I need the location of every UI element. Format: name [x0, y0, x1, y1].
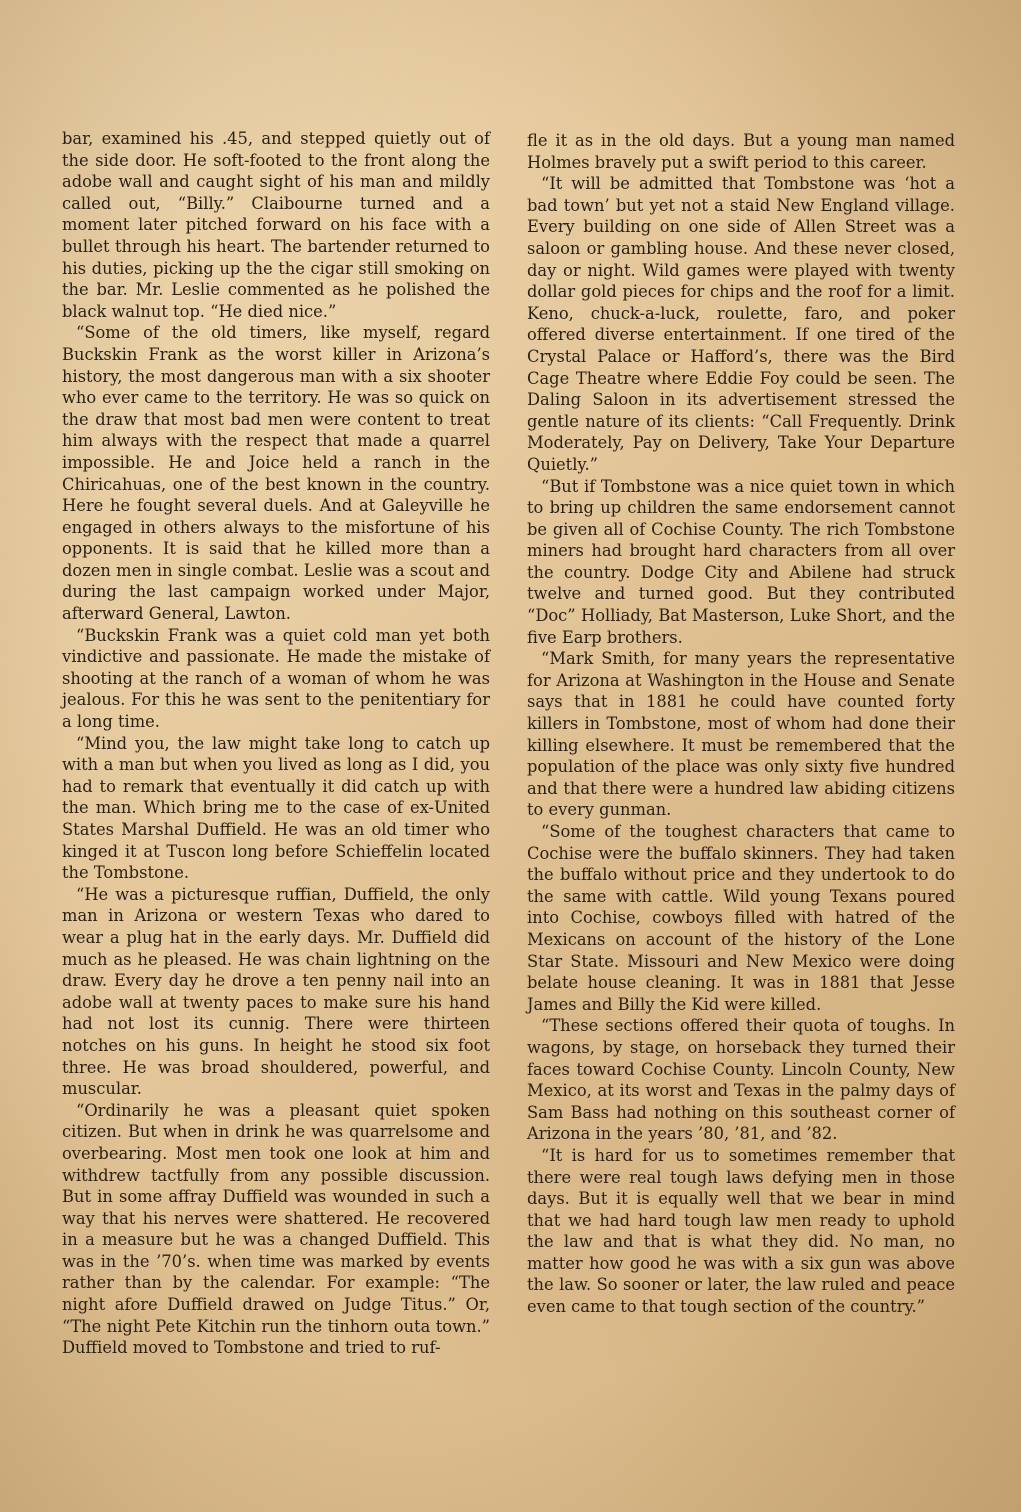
paragraph: “Some of the old timers, like myself, regard Buckskin Frank as the worst killer in Arizona’s history, the most dangerous man with a six shooter who ever came to the territory. He was so quick on the draw that most bad men were content to treat him always with the respect that made a quarrel impossible. He and Joice held a ranch in the Chiricahuas, one of the best known in the country. Here he fought several duels. And at Galeyville he engaged in others always to the misfortune of his opponents. It is said that he killed more than a dozen men in single combat. Leslie was a scout and during the last campaign worked under Major, afterward General, Lawton. — [62, 323, 490, 624]
paragraph: “Mark Smith, for many years the representative for Arizona at Washington in the House and Senate says that in 1881 he could have counted forty killers in Tombstone, most of whom had done their killing elsewhere. It must be remembered that the population of the place was only sixty five hundred and that there were a hundred law abiding citizens to every gunman. — [527, 649, 955, 820]
paragraph: “Buckskin Frank was a quiet cold man yet both vindictive and passionate. He made the mistake of shooting at the ranch of a woman of whom he was jealous. For this he was sent to the penitentiary for a long time. — [62, 625, 490, 732]
paragraph: “Ordinarily he was a pleasant quiet spoken citizen. But when in drink he was quarrelsome and overbearing. Most men took one look at him and withdrew tactfully from any possible discussion. But in some affray Duffield was wounded in such a way that his nerves were shattered. He recovered in a measure but he was a changed Duffield. This was in the ’70’s. when time was marked by events rather than by the calendar. For example: “The night afore Duffield drawed on Judge Titus.” Or, “The night Pete Kitchin run the tinhorn outa town.” Duffield moved to Tombstone and tried to ruf- — [62, 1100, 490, 1358]
paragraph: “It is hard for us to sometimes remember that there were real tough laws defying men in those days. But it is equally well that we bear in mind that we had hard tough law men ready to uphold the law and that is what they did. No man, no matter how good he was with a six gun was above the law. So sooner or later, the law ruled and peace even came to that tough section of the country.” — [527, 1145, 955, 1317]
paragraph: bar, examined his .45, and stepped quietly out of the side door. He soft-footed to the front along the adobe wall and caught sight of his man and mildly called out, “Billy.” Claibourne turned and a moment later pitched forward on his face with a bullet through his heart. The bartender returned to his duties, picking up the the cigar still smoking on the bar. Mr. Leslie commented as he polished the black walnut top. “He died nice.” — [62, 129, 490, 321]
paragraph: “Some of the toughest characters that came to Cochise were the buffalo skinners. They had taken the buffalo without price and they undertook to do the same with cattle. Wild young Texans poured into Cochise, cowboys filled with hatred of the Mexicans on account of the history of the Lone Star State. Missouri and New Mexico were doing belate house cleaning. It was in 1881 that Jesse James and Billy the Kid were killed. — [527, 822, 955, 1014]
paragraph: “Mind you, the law might take long to catch up with a man but when you lived as long as I did, you had to remark that eventually it did catch up with the man. Which bring me to the case of ex-United States Marshal Duffield. He was an old timer who kinged it at Tuscon long before Schieffelin located the Tombstone. — [62, 733, 490, 883]
right-column — [527, 130, 955, 1318]
paragraph: “But if Tombstone was a nice quiet town in which to bring up children the same endorsement cannot be given all of Cochise County. The rich Tombstone miners had brought hard characters from all over the country. Dodge City and Abilene had struck twelve and turned good. But they contributed “Doc” Holliady, Bat Masterson, Luke Short, and the five Earp brothers. — [527, 476, 955, 647]
paragraph: “These sections offered their quota of toughs. In wagons, by stage, on horseback they turned their faces toward Cochise County. Lincoln County, New Mexico, at its worst and Texas in the palmy days of Sam Bass had nothing on this southeast corner of Arizona in the years ’80, ’81, and ’82. — [527, 1016, 955, 1144]
paragraph: “It will be admitted that Tombstone was ‘hot a bad town’ but yet not a staid New England village. Every building on one side of Allen Street was a saloon or gambling house. And these never closed, day or night. Wild games were played with twenty dollar gold pieces for chips and the roof for a limit. Keno, chuck-a-luck, roulette, faro, and poker offered diverse entertainment. If one tired of the Crystal Palace or Hafford’s, there was the Bird Cage Theatre where Eddie Foy could be seen. The Daling Saloon in its advertisement stressed the gentle nature of its clients: “Call Frequently. Drink Moderately, Pay on Delivery, Take Your Departure Quietly.” — [527, 174, 955, 474]
left-column — [62, 128, 490, 1359]
paragraph: fle it as in the old days. But a young man named Holmes bravely put a swift period to this career. — [527, 131, 955, 172]
paragraph: “He was a picturesque ruffian, Duffield, the only man in Arizona or western Texas who dared to wear a plug hat in the early days. Mr. Duffield did much as he pleased. He was chain lightning on the draw. Every day he drove a ten penny nail into an adobe wall at twenty paces to make sure his hand had not lost its cunnig. There were thirteen notches on his guns. In height he stood six foot three. He was broad shouldered, powerful, and muscular. — [62, 884, 490, 1099]
